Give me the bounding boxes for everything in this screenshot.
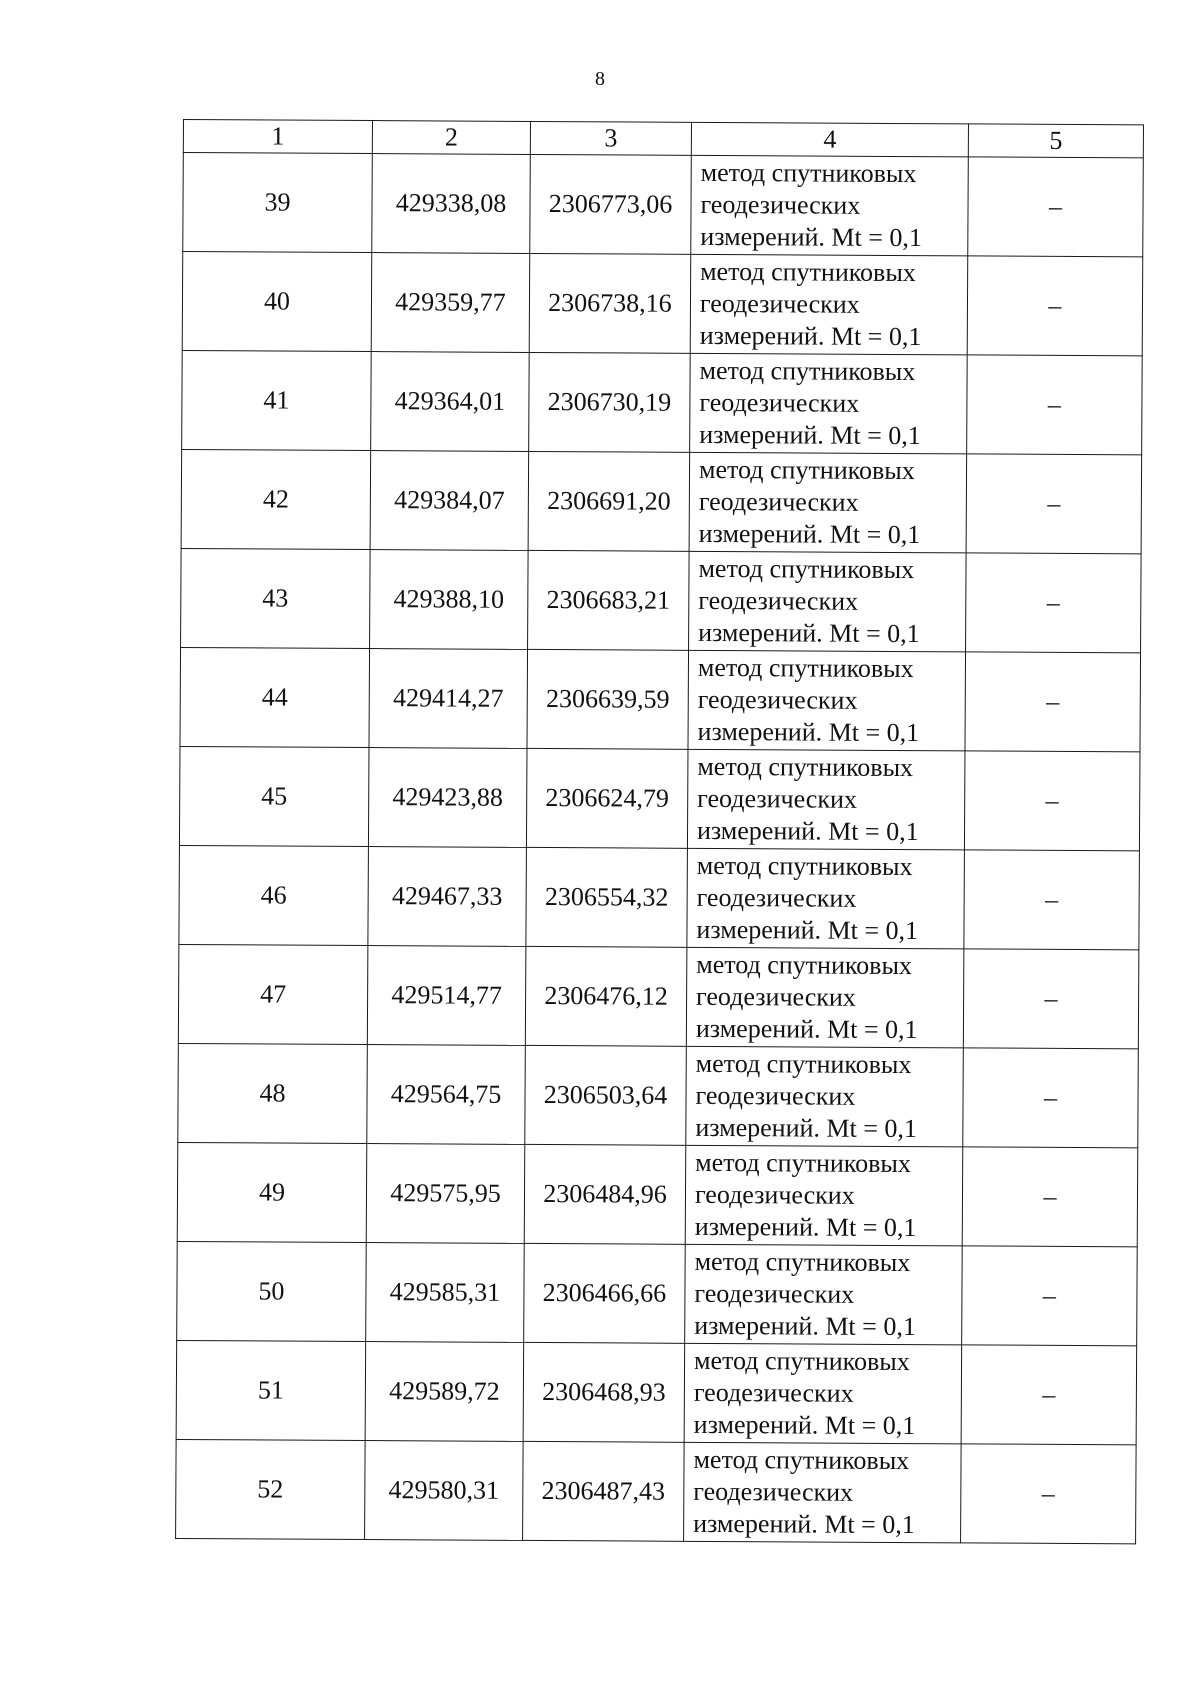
table-row [180, 647, 1141, 751]
table-row [178, 944, 1139, 1048]
method-line: метод спутниковых [699, 355, 916, 387]
table-body [176, 153, 1144, 1544]
method-line: измерений. Mt = 0,1 [695, 1013, 918, 1045]
method-line: измерений. Mt = 0,1 [697, 716, 920, 748]
method-cell [688, 650, 966, 751]
method-line: геодезических [696, 981, 856, 1012]
y-coordinate-cell: 2306691,20 [528, 451, 690, 551]
column-header: 1 [183, 120, 372, 154]
method-line: геодезических [694, 1278, 855, 1309]
x-coordinate-cell: 429575,95 [366, 1144, 525, 1244]
method-line: измерений. Mt = 0,1 [694, 1310, 916, 1342]
point-number-cell: 45 [179, 746, 369, 846]
method-line: метод спутниковых [695, 1048, 912, 1080]
table-row [178, 1043, 1139, 1147]
method-line: геодезических [699, 288, 860, 319]
method-line: геодезических [699, 387, 860, 418]
method-line: метод спутниковых [698, 454, 915, 486]
y-coordinate-cell: 2306683,21 [528, 550, 690, 650]
column-header: 4 [691, 122, 968, 157]
page-number: 8 [595, 68, 605, 90]
note-cell: – [961, 1444, 1137, 1544]
method-line: метод спутниковых [700, 157, 917, 189]
x-coordinate-cell: 429585,31 [366, 1243, 525, 1343]
table-row [179, 845, 1140, 949]
method-line: геодезических [698, 585, 859, 616]
x-coordinate-cell: 429589,72 [365, 1342, 524, 1442]
method-line: измерений. Mt = 0,1 [696, 914, 919, 946]
method-line: метод спутниковых [693, 1345, 910, 1377]
table-row [182, 350, 1143, 454]
note-cell: – [966, 454, 1142, 554]
table-row [177, 1142, 1138, 1246]
x-coordinate-cell: 429514,77 [367, 946, 526, 1046]
method-cell [685, 1244, 963, 1345]
method-cell [684, 1442, 962, 1543]
x-coordinate-cell: 429359,77 [371, 253, 530, 353]
x-coordinate-cell: 429564,75 [367, 1045, 526, 1145]
note-cell: – [967, 256, 1143, 356]
point-number-cell: 44 [180, 647, 370, 747]
method-cell [686, 947, 964, 1048]
x-coordinate-cell: 429467,33 [368, 847, 527, 947]
x-coordinate-cell: 429580,31 [365, 1441, 524, 1541]
table-row [176, 1439, 1137, 1543]
point-number-cell: 41 [182, 350, 372, 450]
note-cell: – [963, 1048, 1139, 1148]
method-line: метод спутниковых [696, 850, 913, 882]
y-coordinate-cell: 2306487,43 [523, 1441, 685, 1541]
y-coordinate-cell: 2306503,64 [525, 1045, 687, 1145]
table-row [182, 252, 1143, 356]
y-coordinate-cell: 2306468,93 [523, 1342, 685, 1442]
note-cell: – [963, 949, 1139, 1049]
y-coordinate-cell: 2306639,59 [527, 649, 689, 749]
method-line: метод спутниковых [695, 1147, 911, 1179]
method-line: измерений. Mt = 0,1 [695, 1112, 918, 1144]
method-cell [690, 254, 968, 355]
table-row [177, 1241, 1138, 1345]
point-number-cell: 51 [176, 1340, 366, 1440]
method-cell [686, 1046, 964, 1147]
note-cell: – [962, 1246, 1138, 1346]
method-line: измерений. Mt = 0,1 [693, 1508, 915, 1540]
note-cell: – [968, 157, 1144, 257]
method-line: метод спутниковых [698, 553, 915, 585]
y-coordinate-cell: 2306554,32 [526, 847, 688, 947]
method-cell [690, 353, 968, 454]
method-cell [689, 452, 967, 553]
method-cell [687, 749, 965, 850]
x-coordinate-cell: 429384,07 [370, 451, 529, 551]
method-line: геодезических [700, 189, 861, 220]
coordinates-table [175, 119, 1144, 1544]
method-line: геодезических [697, 684, 858, 715]
method-line: метод спутниковых [694, 1246, 911, 1278]
method-line: измерений. Mt = 0,1 [696, 815, 919, 847]
method-line: метод спутниковых [697, 652, 914, 684]
method-line: геодезических [698, 486, 859, 517]
method-line: метод спутниковых [697, 751, 914, 783]
method-line: измерений. Mt = 0,1 [699, 320, 922, 352]
point-number-cell: 39 [183, 153, 373, 253]
table-row [179, 746, 1140, 850]
point-number-cell: 40 [182, 252, 372, 352]
table-header-row [183, 120, 1143, 158]
method-line: геодезических [695, 1080, 856, 1111]
method-cell [685, 1145, 963, 1246]
note-cell: – [964, 850, 1140, 950]
method-line: измерений. Mt = 0,1 [693, 1409, 916, 1441]
table-row [183, 153, 1144, 257]
method-cell [684, 1343, 962, 1444]
x-coordinate-cell: 429423,88 [368, 748, 527, 848]
method-cell [689, 551, 967, 652]
x-coordinate-cell: 429338,08 [372, 154, 531, 254]
column-header: 3 [530, 121, 691, 155]
note-cell: – [962, 1147, 1138, 1247]
method-line: измерений. Mt = 0,1 [700, 221, 923, 253]
method-line: метод спутниковых [700, 256, 916, 288]
table-row [181, 449, 1142, 553]
method-line: геодезических [696, 882, 857, 913]
y-coordinate-cell: 2306484,96 [524, 1144, 686, 1244]
method-line: геодезических [694, 1179, 855, 1210]
method-cell [687, 848, 965, 949]
note-cell: – [961, 1345, 1137, 1445]
method-line: измерений. Mt = 0,1 [698, 617, 920, 649]
method-line: измерений. Mt = 0,1 [698, 518, 921, 550]
y-coordinate-cell: 2306773,06 [530, 154, 692, 254]
point-number-cell: 43 [181, 548, 371, 648]
method-line: метод спутниковых [696, 949, 913, 981]
y-coordinate-cell: 2306730,19 [529, 352, 691, 452]
note-cell: – [964, 751, 1140, 851]
point-number-cell: 47 [178, 944, 368, 1044]
note-cell: – [966, 553, 1142, 653]
method-line: измерений. Mt = 0,1 [694, 1211, 917, 1243]
y-coordinate-cell: 2306624,79 [526, 748, 688, 848]
x-coordinate-cell: 429414,27 [369, 649, 528, 749]
method-line: геодезических [693, 1476, 854, 1507]
point-number-cell: 42 [181, 449, 371, 549]
note-cell: – [967, 355, 1143, 455]
y-coordinate-cell: 2306476,12 [525, 946, 687, 1046]
column-header: 5 [968, 124, 1143, 158]
point-number-cell: 52 [176, 1439, 366, 1539]
note-cell: – [965, 652, 1141, 752]
table-row [176, 1340, 1137, 1444]
column-header: 2 [372, 121, 530, 155]
x-coordinate-cell: 429364,01 [371, 352, 530, 452]
method-line: геодезических [697, 783, 858, 814]
y-coordinate-cell: 2306466,66 [524, 1243, 686, 1343]
method-cell [691, 155, 969, 256]
point-number-cell: 46 [179, 845, 369, 945]
method-line: геодезических [693, 1377, 854, 1408]
table-row [181, 548, 1142, 652]
point-number-cell: 50 [177, 1241, 367, 1341]
method-line: метод спутниковых [693, 1444, 910, 1476]
x-coordinate-cell: 429388,10 [370, 550, 529, 650]
y-coordinate-cell: 2306738,16 [529, 253, 691, 353]
point-number-cell: 48 [178, 1043, 368, 1143]
point-number-cell: 49 [177, 1142, 367, 1242]
method-line: измерений. Mt = 0,1 [699, 419, 921, 451]
